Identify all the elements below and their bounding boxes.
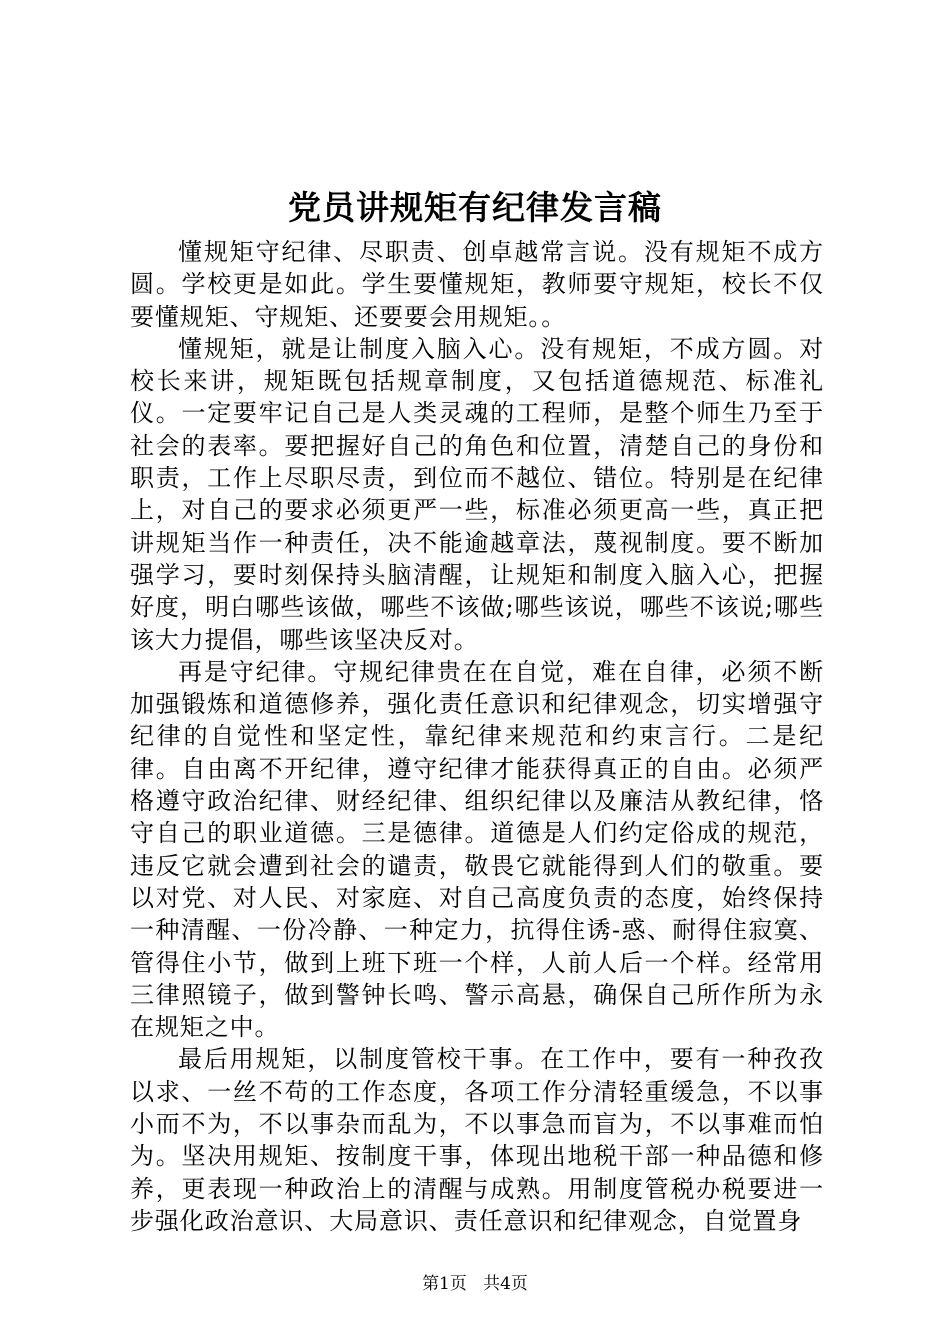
- paragraph-1: 懂规矩守纪律、尽职责、创卓越常言说。没有规矩不成方圆。学校更是如此。学生要懂规矩，教师要守规矩，校长不仅要懂规矩、守规矩、还要要会用规矩。。: [130, 238, 824, 331]
- paragraph-3: 再是守纪律。守规纪律贵在在自觉，难在自律，必须不断加强锻炼和道德修养，强化责任意识和纪律观念，切实增强守纪律的自觉性和坚定性，靠纪律来规范和约束言行。二是纪律。自由离不开纪律，遵守纪律才能获得真正的自由。必须严格遵守政治纪律、财经纪律、组织纪律以及廉洁从教纪律，恪守自己的职业道德。三是德律。道德是人们约定俗成的规范，违反它就会遭到社会的谴责，敬畏它就能得到人们的敬重。要以对党、对人民、对家庭、对自己高度负责的态度，始终保持一种清醒、一份冷静、一种定力，抗得住诱-惑、耐得住寂寞、管得住小节，做到上班下班一个样，人前人后一个样。经常用三律照镜子，做到警钟长鸣、警示高悬，确保自己所作所为永在规矩之中。: [130, 657, 824, 1042]
- document-title: 党员讲规矩有纪律发言稿: [288, 188, 662, 227]
- document-body: [130, 236, 824, 1237]
- page-footer: [0, 1273, 950, 1295]
- paragraph-4: 最后用规矩，以制度管校干事。在工作中，要有一种孜孜以求、一丝不苟的工作态度，各项工作分清轻重缓急，不以事小而不为，不以事杂而乱为，不以事急而盲为，不以事难而怕为。坚决用规矩、按制度干事，体现出地税干部一种品德和修养，更表现一种政治上的清醒与成熟。用制度管税办税要进一步强化政治意识、大局意识、责任意识和纪律观念，自觉置身: [130, 1045, 824, 1235]
- paragraph-2: 懂规矩，就是让制度入脑入心。没有规矩，不成方圆。对校长来讲，规矩既包括规章制度，又包括道德规范、标准礼仪。一定要牢记自己是人类灵魂的工程师，是整个师生乃至于社会的表率。要把握好自己的角色和位置，清楚自己的身份和职责，工作上尽职尽责，到位而不越位、错位。特别是在纪律上，对自己的要求必须更严一些，标准必须更高一些，真正把讲规矩当作一种责任，决不能逾越章法，蔑视制度。要不断加强学习，要时刻保持头脑清醒，让规矩和制度入脑入心，把握好度，明白哪些该做，哪些不该做;哪些该说，哪些不该说;哪些该大力提倡，哪些该坚决反对。: [130, 334, 824, 654]
- page-number-total: 共4页: [483, 1274, 528, 1294]
- page-number-current: 第1页: [422, 1274, 467, 1294]
- footer-spacer: [472, 1274, 477, 1294]
